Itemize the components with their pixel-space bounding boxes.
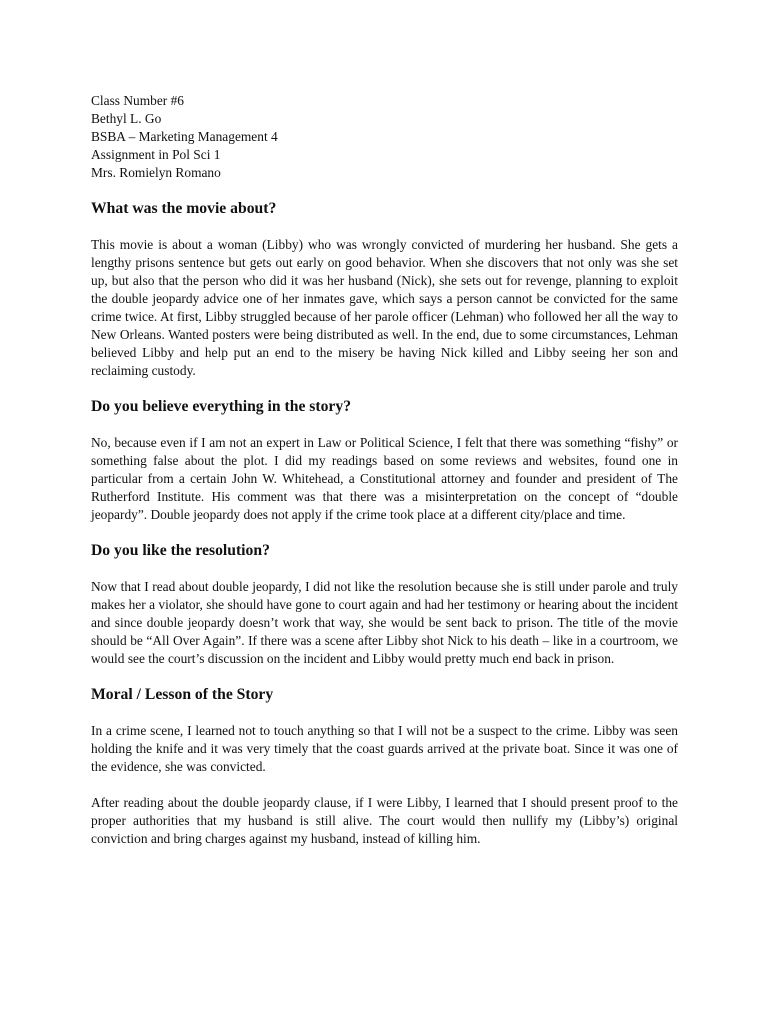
spacer xyxy=(91,704,678,722)
section-paragraph-movie-about: This movie is about a woman (Libby) who was wrongly convicted of murdering her husband. She gets a lengthy prisons sentence but gets out early on good behavior. When she discovers that not only was she set up, but also that the person who did it was her husband (Nick), she sets out for revenge, planning to exploit the double jeopardy advice one of her inmates gave, which says a person cannot be convicted for the same crime twice. At first, Libby struggled because of her parole officer (Lehman) who followed her all the way to New Orleans. Wanted posters were being distributed as well. In the end, due to some circumstances, Lehman believed Libby and help put an end to the misery be having Nick killed and Libby seeing her son and reclaiming custody. xyxy=(91,237,678,378)
assignment-title: Assignment in Pol Sci 1 xyxy=(91,147,221,162)
student-name: Bethyl L. Go xyxy=(91,111,162,126)
section-paragraph-believe-story: No, because even if I am not an expert in Law or Political Science, I felt that there was something “fishy” or something false about the plot. I did my readings based on some reviews and websites, found one in particular from a certain John W. Whitehead, a Constitutional attorney and founder and president of The Rutherford Institute. His comment was that there was a misinterpretation on the concept of “double jeopardy”. Double jeopardy does not apply if the crime took place at a different city/place and time. xyxy=(91,435,678,522)
spacer xyxy=(91,416,678,434)
section-heading-moral-lesson: Moral / Lesson of the Story xyxy=(91,686,274,703)
spacer xyxy=(91,380,678,398)
section-heading-believe-story: Do you believe everything in the story? xyxy=(91,398,352,415)
class-number: Class Number #6 xyxy=(91,93,184,108)
section-heading-resolution: Do you like the resolution? xyxy=(91,542,270,559)
spacer xyxy=(91,524,678,542)
document-header xyxy=(91,92,678,182)
section-paragraph-resolution: Now that I read about double jeopardy, I did not like the resolution because she is still under parole and truly makes her a violator, she should have gone to court again and had her testimony or hearing about the incident and since double jeopardy doesn’t work that way, she would be sent back to prison. The title of the movie should be “All Over Again”. If there was a scene after Libby shot Nick to his death – like in a courtroom, we would see the court’s discussion on the incident and Libby would pretty much end back in prison. xyxy=(91,579,678,666)
spacer xyxy=(91,218,678,236)
section-paragraph-moral-lesson-2: After reading about the double jeopardy clause, if I were Libby, I learned that I should present proof to the proper authorities that my husband is still alive. The court would then nullify my (Libby’s) original conviction and bring charges against my husband, instead of killing him. xyxy=(91,795,678,846)
spacer xyxy=(91,560,678,578)
spacer xyxy=(91,776,678,794)
spacer xyxy=(91,182,678,200)
course-name: BSBA – Marketing Management 4 xyxy=(91,129,278,144)
document-page xyxy=(91,92,678,848)
section-heading-movie-about: What was the movie about? xyxy=(91,200,277,217)
section-paragraph-moral-lesson-1: In a crime scene, I learned not to touch anything so that I will not be a suspect to the crime. Libby was seen holding the knife and it was very timely that the coast guards arrived at the private boat. Since it was one of the evidence, she was convicted. xyxy=(91,723,678,774)
spacer xyxy=(91,668,678,686)
instructor-name: Mrs. Romielyn Romano xyxy=(91,165,221,180)
